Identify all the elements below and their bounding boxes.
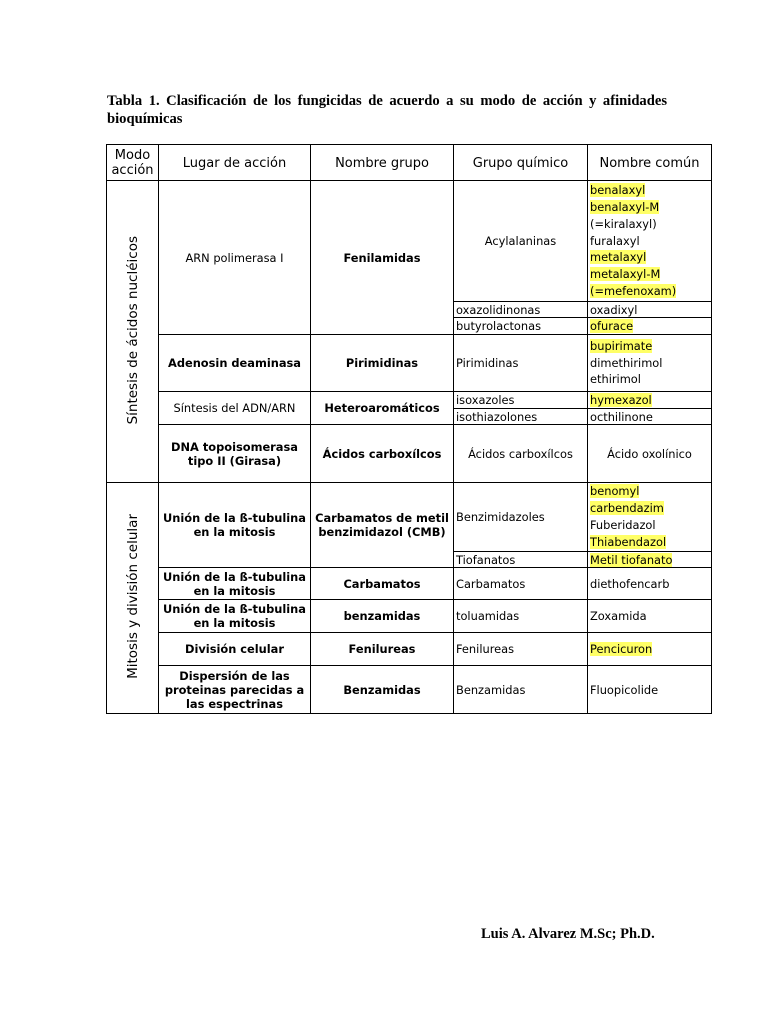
nombre-cell: [588, 302, 712, 318]
lugar-cell: ARN polimerasa I: [159, 181, 311, 335]
quimico-cell: isoxazoles: [454, 392, 588, 409]
nombre-cell: diethofencarb: [588, 568, 712, 600]
nombre-cell: [588, 318, 712, 335]
table-row: [107, 600, 712, 633]
table-row: [107, 425, 712, 483]
header-grupo-quimico: Grupo químico: [454, 145, 588, 181]
quimico-cell: butyrolactonas: [454, 318, 588, 335]
table-caption: Tabla 1. Clasificación de los fungicidas de acuerdo a su modo de acción y afinidades bioquímicas: [107, 93, 667, 127]
modo-label: Mitosis y división celular: [124, 514, 141, 679]
common-name: (=mefenoxam): [590, 283, 677, 298]
header-nombre-comun: Nombre común: [588, 145, 712, 181]
lugar-cell: Unión de la ß-tubulina en la mitosis: [159, 483, 311, 568]
common-name: (=kiralaxyl): [590, 216, 657, 231]
header-lugar-accion: Lugar de acción: [159, 145, 311, 181]
quimico-cell: Benzimidazoles: [454, 483, 588, 552]
fungicide-table: [106, 144, 712, 714]
lugar-cell: Dispersión de las proteinas parecidas a las espectrinas: [159, 666, 311, 714]
nombre-cell: [588, 392, 712, 409]
grupo-cell: Ácidos carboxílcos: [311, 425, 454, 483]
common-name: bupirimate: [590, 338, 653, 353]
nombre-cell: [588, 483, 712, 552]
modo-accion-mitosis: [107, 483, 159, 714]
lugar-cell: Unión de la ß-tubulina en la mitosis: [159, 568, 311, 600]
grupo-cell: Benzamidas: [311, 666, 454, 714]
grupo-cell: benzamidas: [311, 600, 454, 633]
common-name: benalaxyl-M: [590, 200, 660, 214]
common-name: metalaxyl-M: [590, 267, 661, 282]
common-name: benalaxyl: [590, 183, 646, 198]
common-name: Metil tiofanato: [590, 552, 673, 567]
lugar-cell: División celular: [159, 633, 311, 666]
lugar-cell: Síntesis del ADN/ARN: [159, 392, 311, 425]
table-row: [107, 181, 712, 302]
table-row: [107, 666, 712, 714]
table-row: [107, 483, 712, 552]
quimico-cell: Ácidos carboxílcos: [454, 425, 588, 483]
lugar-cell: Unión de la ß-tubulina en la mitosis: [159, 600, 311, 633]
table-row: [107, 568, 712, 600]
quimico-cell: isothiazolones: [454, 409, 588, 425]
nombre-cell: Zoxamida: [588, 600, 712, 633]
common-name: Thiabendazol: [590, 534, 667, 549]
nombre-cell: [588, 633, 712, 666]
common-name: dimethirimol: [590, 355, 663, 370]
common-name: carbendazim: [590, 501, 664, 516]
quimico-cell: Pirimidinas: [454, 335, 588, 392]
quimico-cell: Fenilureas: [454, 633, 588, 666]
nombre-cell: [588, 409, 712, 425]
author-signature: Luis A. Alvarez M.Sc; Ph.D.: [481, 926, 655, 942]
grupo-cell: Heteroaromáticos: [311, 392, 454, 425]
common-name: octhilinone: [590, 409, 653, 424]
common-name: hymexazol: [590, 393, 652, 407]
lugar-cell: DNA topoisomerasa tipo II (Girasa): [159, 425, 311, 483]
grupo-cell: Fenilamidas: [311, 181, 454, 335]
modo-accion-sintesis: [107, 181, 159, 483]
nombre-cell: [588, 181, 712, 302]
table-row: [107, 633, 712, 666]
quimico-cell: Acylalaninas: [454, 181, 588, 302]
nombre-cell: [588, 335, 712, 392]
nombre-cell: Ácido oxolínico: [588, 425, 712, 483]
quimico-cell: Carbamatos: [454, 568, 588, 600]
table-row: [107, 392, 712, 409]
grupo-cell: Fenilureas: [311, 633, 454, 666]
common-name: metalaxyl: [590, 250, 647, 265]
table-header-row: [107, 145, 712, 181]
grupo-cell: Carbamatos de metil benzimidazol (CMB): [311, 483, 454, 568]
header-nombre-grupo: Nombre grupo: [311, 145, 454, 181]
common-name: ethirimol: [590, 372, 641, 387]
common-name: ofurace: [590, 319, 634, 333]
common-name: benomyl: [590, 484, 640, 499]
quimico-cell: Tiofanatos: [454, 552, 588, 568]
grupo-cell: Carbamatos: [311, 568, 454, 600]
quimico-cell: toluamidas: [454, 600, 588, 633]
common-name: oxadixyl: [590, 302, 638, 317]
grupo-cell: Pirimidinas: [311, 335, 454, 392]
lugar-cell: Adenosin deaminasa: [159, 335, 311, 392]
nombre-cell: Fluopicolide: [588, 666, 712, 714]
quimico-cell: Benzamidas: [454, 666, 588, 714]
common-name: Fuberidazol: [590, 518, 656, 532]
common-name: Pencicuron: [590, 642, 653, 656]
header-modo-accion: Modo acción: [107, 145, 159, 181]
nombre-cell: [588, 552, 712, 568]
table-row: [107, 335, 712, 392]
modo-label: Síntesis de ácidos nucléicos: [124, 235, 141, 425]
quimico-cell: oxazolidinonas: [454, 302, 588, 318]
common-name: furalaxyl: [590, 233, 640, 248]
